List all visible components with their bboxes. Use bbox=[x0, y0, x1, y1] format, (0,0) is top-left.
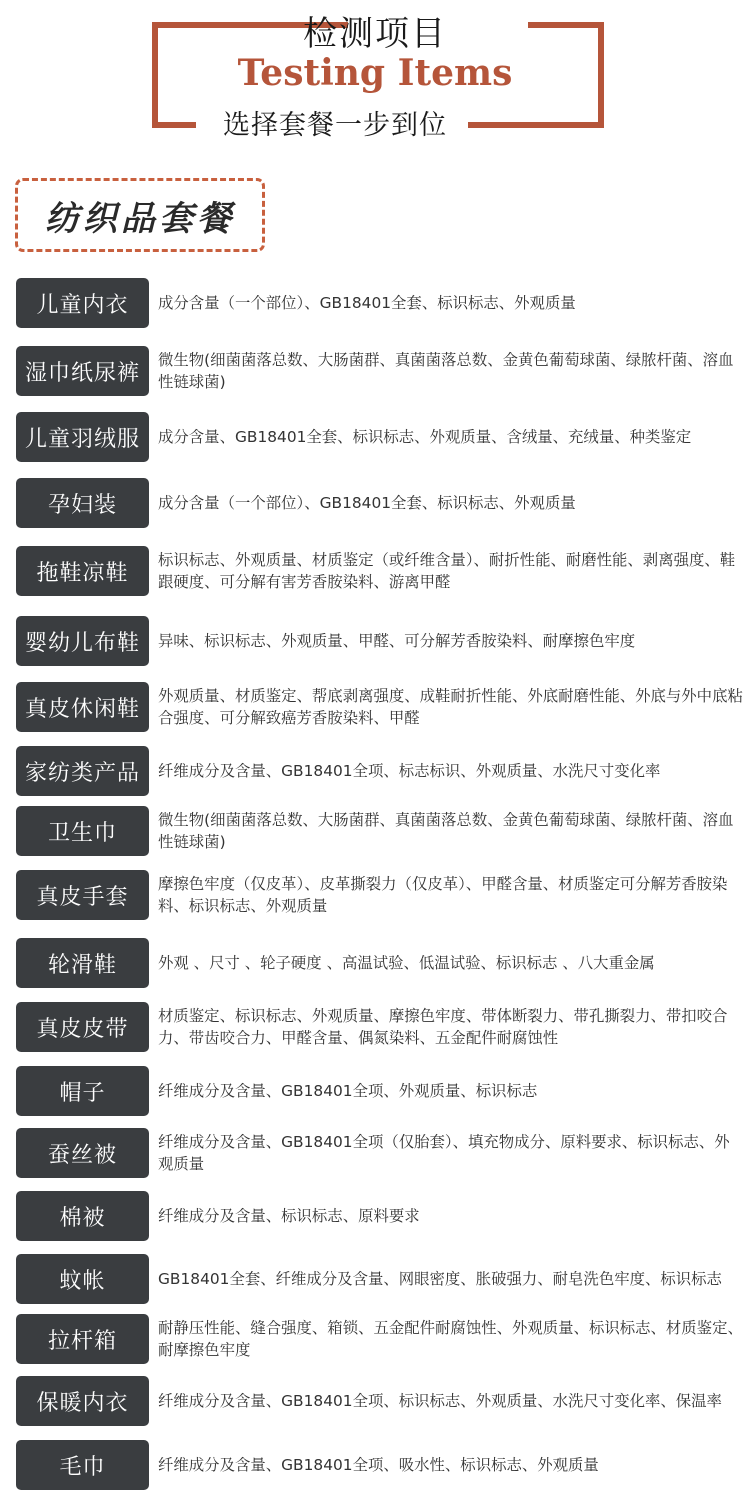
list-item bbox=[0, 682, 750, 734]
item-name-label: 婴幼儿布鞋 bbox=[16, 616, 149, 666]
item-description: 外观质量、材质鉴定、帮底剥离强度、成鞋耐折性能、外底耐磨性能、外底与外中底粘合强度、可分解致癌芳香胺染料、甲醛 bbox=[158, 687, 743, 727]
item-description: 纤维成分及含量、GB18401全项、标志标识、外观质量、水洗尺寸变化率 bbox=[158, 762, 661, 780]
page-title: 检测项目 bbox=[303, 14, 447, 54]
list-item bbox=[0, 938, 750, 990]
list-item bbox=[0, 346, 750, 398]
item-description: 耐静压性能、缝合强度、箱锁、五金配件耐腐蚀性、外观质量、标识标志、材质鉴定、耐摩擦色牢度 bbox=[158, 1319, 743, 1359]
bracket-bottom-left bbox=[152, 122, 196, 128]
page-header bbox=[0, 0, 750, 150]
list-item bbox=[0, 546, 750, 598]
item-name-label: 蚊帐 bbox=[16, 1254, 149, 1304]
list-item bbox=[0, 478, 750, 530]
item-description: 外观 、尺寸 、轮子硬度 、高温试验、低温试验、标识标志 、八大重金属 bbox=[158, 954, 655, 972]
item-name-label: 真皮皮带 bbox=[16, 1002, 149, 1052]
item-description: 微生物(细菌菌落总数、大肠菌群、真菌菌落总数、金黄色葡萄球菌、绿脓杆菌、溶血性链球菌) bbox=[158, 811, 734, 851]
item-description: GB18401全套、纤维成分及含量、网眼密度、胀破强力、耐皂洗色牢度、标识标志 bbox=[158, 1270, 722, 1288]
item-name-label: 帽子 bbox=[16, 1066, 149, 1116]
list-item bbox=[0, 278, 750, 330]
list-item bbox=[0, 1314, 750, 1366]
list-item bbox=[0, 1128, 750, 1180]
item-description: 纤维成分及含量、GB18401全项、标识标志、外观质量、水洗尺寸变化率、保温率 bbox=[158, 1392, 722, 1410]
list-item bbox=[0, 1254, 750, 1306]
item-name-label: 儿童内衣 bbox=[16, 278, 149, 328]
item-description: 微生物(细菌菌落总数、大肠菌群、真菌菌落总数、金黄色葡萄球菌、绿脓杆菌、溶血性链球菌) bbox=[158, 351, 734, 391]
item-name-label: 真皮休闲鞋 bbox=[16, 682, 149, 732]
item-name-label: 真皮手套 bbox=[16, 870, 149, 920]
item-name-label: 卫生巾 bbox=[16, 806, 149, 856]
item-description: 成分含量（一个部位）、GB18401全套、标识标志、外观质量 bbox=[158, 494, 576, 512]
item-name-label: 保暖内衣 bbox=[16, 1376, 149, 1426]
item-name-label: 蚕丝被 bbox=[16, 1128, 149, 1178]
item-name-label: 孕妇装 bbox=[16, 478, 149, 528]
list-item bbox=[0, 1191, 750, 1243]
list-item bbox=[0, 870, 750, 922]
page-title-english: Testing Items bbox=[237, 52, 513, 94]
item-description: 摩擦色牢度（仅皮革）、皮革撕裂力（仅皮革）、甲醛含量、材质鉴定可分解芳香胺染料、标识标志、外观质量 bbox=[158, 875, 728, 915]
list-item bbox=[0, 616, 750, 668]
list-item bbox=[0, 806, 750, 858]
section-label-box bbox=[15, 178, 265, 252]
item-description: 异味、标识标志、外观质量、甲醛、可分解芳香胺染料、耐摩擦色牢度 bbox=[158, 632, 636, 650]
list-item bbox=[0, 412, 750, 464]
list-item bbox=[0, 746, 750, 798]
item-description: 成分含量（一个部位）、GB18401全套、标识标志、外观质量 bbox=[158, 294, 576, 312]
item-name-label: 轮滑鞋 bbox=[16, 938, 149, 988]
item-name-label: 拖鞋凉鞋 bbox=[16, 546, 149, 596]
page-subtitle: 选择套餐一步到位 bbox=[223, 110, 447, 141]
item-name-label: 湿巾纸尿裤 bbox=[16, 346, 149, 396]
item-description: 纤维成分及含量、GB18401全项、外观质量、标识标志 bbox=[158, 1082, 538, 1100]
list-item bbox=[0, 1066, 750, 1118]
item-description: 材质鉴定、标识标志、外观质量、摩擦色牢度、带体断裂力、带孔撕裂力、带扣咬合力、带齿咬合力、甲醛含量、偶氮染料、五金配件耐腐蚀性 bbox=[158, 1007, 728, 1047]
item-description: 纤维成分及含量、标识标志、原料要求 bbox=[158, 1207, 420, 1225]
item-description: 纤维成分及含量、GB18401全项、吸水性、标识标志、外观质量 bbox=[158, 1456, 599, 1474]
list-item bbox=[0, 1440, 750, 1492]
item-name-label: 儿童羽绒服 bbox=[16, 412, 149, 462]
bracket-bottom-right bbox=[468, 122, 604, 128]
item-name-label: 棉被 bbox=[16, 1191, 149, 1241]
list-item bbox=[0, 1002, 750, 1054]
item-description: 标识标志、外观质量、材质鉴定（或纤维含量）、耐折性能、耐磨性能、剥离强度、鞋跟硬度、可分解有害芳香胺染料、游离甲醛 bbox=[158, 551, 736, 591]
item-name-label: 家纺类产品 bbox=[16, 746, 149, 796]
item-name-label: 拉杆箱 bbox=[16, 1314, 149, 1364]
item-description: 成分含量、GB18401全套、标识标志、外观质量、含绒量、充绒量、种类鉴定 bbox=[158, 428, 692, 446]
item-description: 纤维成分及含量、GB18401全项（仅胎套）、填充物成分、原料要求、标识标志、外观质量 bbox=[158, 1133, 730, 1173]
item-name-label: 毛巾 bbox=[16, 1440, 149, 1490]
section-label: 纺织品套餐 bbox=[45, 198, 235, 239]
list-item bbox=[0, 1376, 750, 1428]
